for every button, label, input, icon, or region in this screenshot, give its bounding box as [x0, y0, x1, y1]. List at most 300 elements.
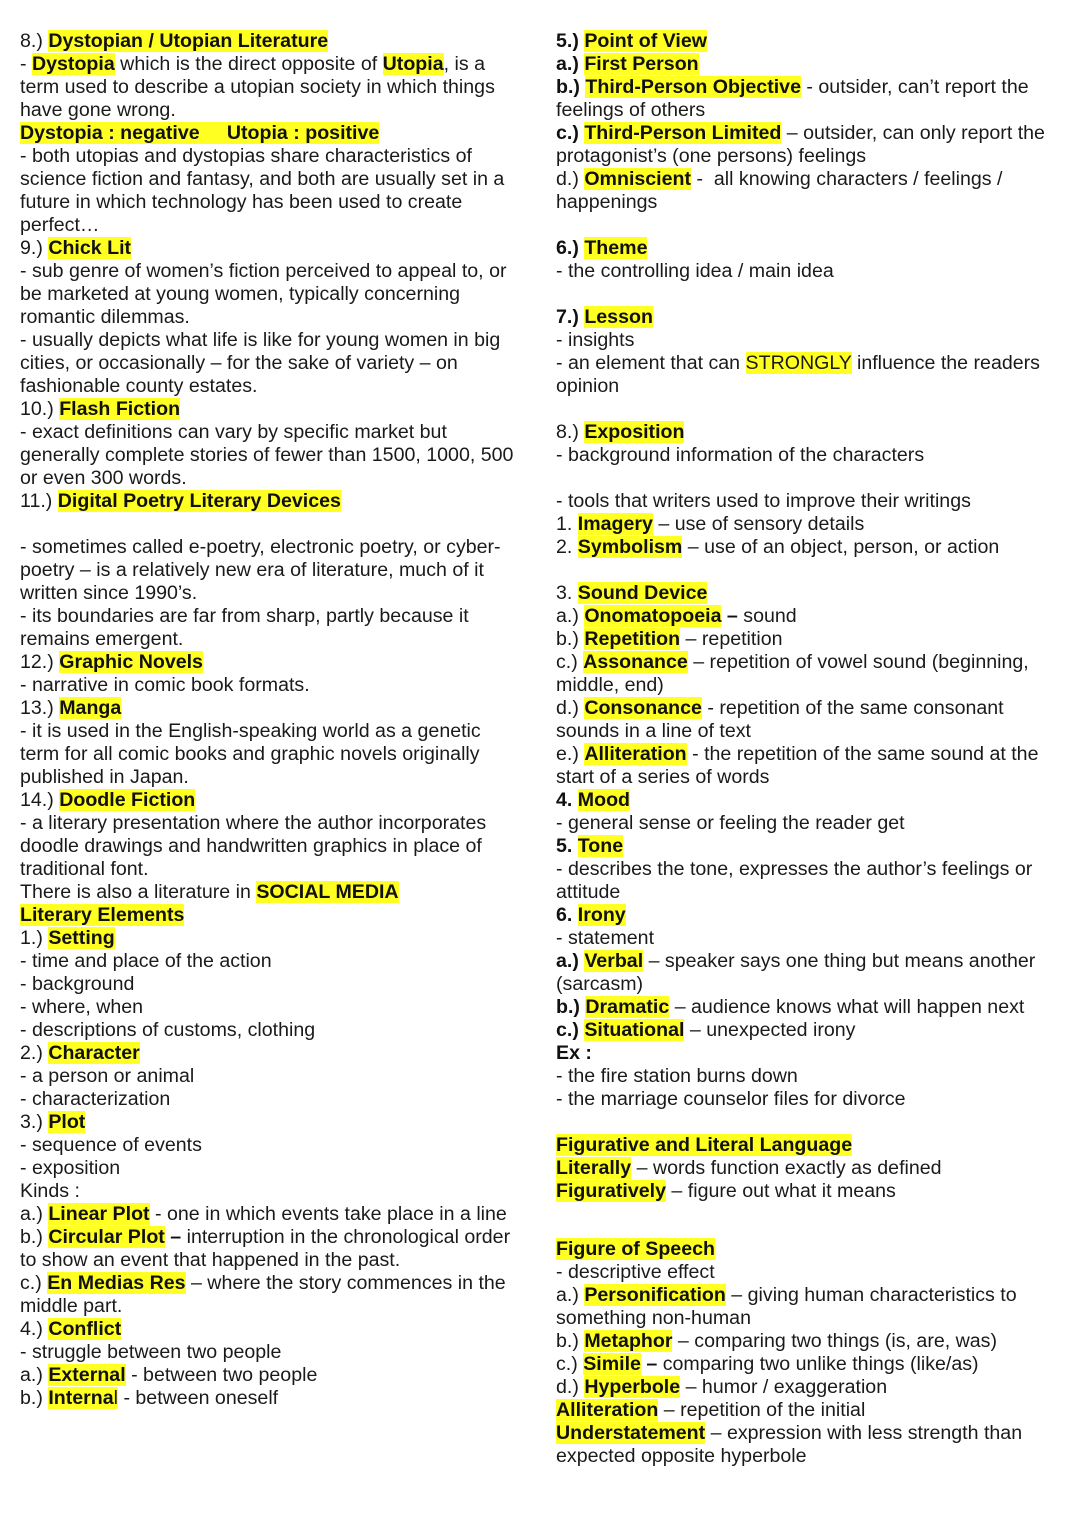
text-span: a.)	[20, 1203, 49, 1225]
text-span: b.)	[556, 996, 586, 1018]
text-span: c.)	[556, 122, 585, 144]
text-line	[20, 1088, 535, 1111]
text-line	[20, 352, 535, 375]
text-span: 6.)	[556, 237, 585, 259]
text-span: sound	[737, 605, 797, 627]
text-span: b.)	[556, 76, 586, 98]
text-span: 2.)	[20, 1042, 49, 1064]
text-line	[20, 1341, 535, 1364]
text-span: 1.	[556, 513, 578, 535]
highlighted-term: Simile	[583, 1353, 641, 1375]
text-line	[20, 375, 535, 398]
text-line	[20, 283, 535, 306]
text-line	[20, 398, 535, 421]
highlighted-term: Manga	[59, 697, 122, 719]
text-line	[20, 720, 535, 743]
text-line	[556, 927, 1066, 950]
text-span: -	[20, 53, 32, 75]
text-span: Kinds :	[20, 1180, 80, 1202]
text-line	[556, 329, 1066, 352]
highlighted-term: Tone	[577, 835, 624, 857]
text-span: c.)	[556, 651, 584, 673]
text-line	[556, 191, 1066, 214]
text-span: cities, or occasionally – for the sake of variety – on	[20, 352, 458, 374]
text-span: c.)	[556, 1353, 584, 1375]
text-line	[556, 1088, 1066, 1111]
text-line	[556, 1042, 1066, 1065]
text-line	[20, 743, 535, 766]
text-span: 3.	[556, 582, 578, 604]
text-line	[556, 1307, 1066, 1330]
text-span: - exact definitions can vary by specific market but	[20, 421, 447, 443]
highlighted-term: Lesson	[584, 306, 653, 328]
text-line	[556, 996, 1066, 1019]
text-span: There is also a literature in	[20, 881, 257, 903]
text-span: term used to describe a utopian society in which things	[20, 76, 495, 98]
text-line	[20, 1157, 535, 1180]
highlighted-term: Theme	[584, 237, 648, 259]
highlighted-term: Omniscient	[584, 168, 692, 190]
text-span: - descriptive effect	[556, 1261, 715, 1283]
right-column	[556, 30, 1066, 1468]
text-span: – outsider, can only report the	[781, 122, 1045, 144]
text-span: attitude	[556, 881, 621, 903]
text-line	[20, 53, 535, 76]
text-line	[556, 306, 1066, 329]
blank-line	[556, 467, 1066, 490]
highlighted-term: Hyperbole	[584, 1376, 681, 1398]
highlighted-term: Flash Fiction	[59, 398, 181, 420]
text-span: - tools that writers used to improve their writings	[556, 490, 971, 512]
text-line	[20, 950, 535, 973]
blank-line	[556, 1226, 1066, 1238]
text-span: - between oneself	[118, 1387, 279, 1409]
highlighted-term: Third-Person Objective	[585, 76, 801, 98]
text-line	[20, 1065, 535, 1088]
text-line	[20, 927, 535, 950]
text-span: written since 1990’s.	[20, 582, 198, 604]
highlighted-term: Dystopian / Utopian Literature	[48, 30, 329, 52]
highlighted-term: Digital Poetry Literary Devices	[57, 490, 341, 512]
text-line	[20, 835, 535, 858]
text-line	[20, 1249, 535, 1272]
text-line	[20, 1318, 535, 1341]
highlighted-term: En Medias Res	[47, 1272, 186, 1294]
text-line	[20, 168, 535, 191]
text-span: - the repetition of the same sound at the	[686, 743, 1039, 765]
text-line	[556, 168, 1066, 191]
text-line	[20, 1203, 535, 1226]
text-span: feelings of others	[556, 99, 706, 121]
text-span: a.)	[556, 1284, 585, 1306]
highlighted-term: Conflict	[48, 1318, 122, 1340]
highlighted-term: Symbolism	[577, 536, 683, 558]
highlighted-term: Mood	[577, 789, 631, 811]
highlighted-term: Character	[48, 1042, 140, 1064]
text-line	[556, 1445, 1066, 1468]
text-line	[556, 628, 1066, 651]
text-span: d.)	[556, 168, 585, 190]
text-line	[20, 329, 535, 352]
highlighted-term: Understatement	[556, 1422, 706, 1444]
text-line	[20, 214, 535, 237]
text-line	[556, 605, 1066, 628]
text-span: – comparing two things (is, are, was)	[672, 1330, 997, 1352]
text-line	[556, 582, 1066, 605]
text-line	[20, 467, 535, 490]
text-span: d.)	[556, 1376, 585, 1398]
text-line	[556, 1019, 1066, 1042]
text-line	[20, 996, 535, 1019]
text-line	[556, 352, 1066, 375]
highlighted-term: Figurative and Literal Language	[556, 1134, 853, 1156]
text-line	[556, 743, 1066, 766]
text-line	[20, 628, 535, 651]
text-span: 9.)	[20, 237, 49, 259]
text-line	[556, 812, 1066, 835]
text-span: term for all comic books and graphic novels originally	[20, 743, 480, 765]
highlighted-term: Alliteration	[584, 743, 687, 765]
blank-line	[20, 513, 535, 536]
highlighted-term: Literally	[556, 1157, 632, 1179]
text-line	[556, 99, 1066, 122]
text-span: - it is used in the English-speaking world as a genetic	[20, 720, 481, 742]
text-line	[556, 1180, 1066, 1203]
text-span: 12.)	[20, 651, 60, 673]
text-span: - narrative in comic book formats.	[20, 674, 310, 696]
text-line	[20, 1111, 535, 1134]
text-span: future in which technology has been used to create	[20, 191, 463, 213]
text-span: opinion	[556, 375, 620, 397]
left-column	[20, 30, 535, 1410]
text-line	[556, 950, 1066, 973]
text-line	[20, 1364, 535, 1387]
text-span: or even 300 words.	[20, 467, 187, 489]
text-line	[556, 444, 1066, 467]
text-span: –	[640, 1353, 658, 1375]
text-span: – figure out what it means	[665, 1180, 896, 1202]
text-span: – expression with less strength than	[705, 1422, 1023, 1444]
text-span: b.)	[20, 1387, 49, 1409]
highlighted-term: Imagery	[577, 513, 653, 535]
text-span: - one in which events take place in a line	[149, 1203, 507, 1225]
text-line	[556, 881, 1066, 904]
text-span: - general sense or feeling the reader get	[556, 812, 905, 834]
text-span: - where, when	[20, 996, 144, 1018]
text-span: generally complete stories of fewer than 1500, 1000, 500	[20, 444, 514, 466]
highlighted-term: Metaphor	[584, 1330, 673, 1352]
text-span: - time and place of the action	[20, 950, 272, 972]
highlighted-term: Point of View	[584, 30, 707, 52]
text-span: something non-human	[556, 1307, 751, 1329]
text-line	[20, 674, 535, 697]
text-line	[20, 1042, 535, 1065]
text-line	[556, 1376, 1066, 1399]
text-span: science fiction and fantasy, and both are usually set in a	[20, 168, 505, 190]
text-line	[556, 858, 1066, 881]
text-line	[556, 651, 1066, 674]
highlighted-term: Utopia	[382, 53, 444, 75]
text-line	[556, 1065, 1066, 1088]
text-span: perfect…	[20, 214, 100, 236]
text-span: - a person or animal	[20, 1065, 195, 1087]
text-line	[20, 145, 535, 168]
text-span: - background	[20, 973, 135, 995]
text-line	[20, 789, 535, 812]
text-line	[556, 536, 1066, 559]
text-span: c.)	[20, 1272, 48, 1294]
text-span: remains emergent.	[20, 628, 184, 650]
text-line	[556, 145, 1066, 168]
highlighted-term: Verbal	[584, 950, 644, 972]
text-line	[556, 674, 1066, 697]
text-line	[556, 122, 1066, 145]
text-span: - descriptions of customs, clothing	[20, 1019, 316, 1041]
text-span: a.)	[556, 950, 585, 972]
text-span: - a literary presentation where the author incorporates	[20, 812, 487, 834]
text-span: 8.)	[556, 421, 585, 443]
text-line	[556, 237, 1066, 260]
highlighted-term: Third-Person Limited	[584, 122, 782, 144]
text-span: 14.)	[20, 789, 60, 811]
highlighted-term: Dystopia	[31, 53, 115, 75]
text-line	[556, 76, 1066, 99]
text-line	[20, 421, 535, 444]
text-line	[556, 789, 1066, 812]
text-span: be marketed at young women, typically concerning	[20, 283, 461, 305]
text-span: 10.)	[20, 398, 60, 420]
text-line	[556, 835, 1066, 858]
highlighted-term: Figure of Speech	[556, 1238, 715, 1260]
text-span: 1.)	[20, 927, 49, 949]
text-span: published in Japan.	[20, 766, 189, 788]
text-span: – use of sensory details	[652, 513, 865, 535]
text-span: influence the readers	[851, 352, 1040, 374]
text-line	[20, 99, 535, 122]
text-span: b.)	[556, 1330, 585, 1352]
text-line	[20, 697, 535, 720]
highlighted-term: Irony	[577, 904, 626, 926]
text-span: expected opposite hyperbole	[556, 1445, 807, 1467]
highlighted-term: Dystopia : negative Utopia : positive	[20, 122, 380, 144]
text-line	[556, 375, 1066, 398]
text-line	[556, 1399, 1066, 1422]
text-line	[20, 812, 535, 835]
text-span: c.)	[556, 1019, 585, 1041]
text-span: - an element that can	[556, 352, 746, 374]
text-span: - between two people	[125, 1364, 318, 1386]
text-line	[20, 1180, 535, 1203]
text-line	[20, 766, 535, 789]
text-span: b.)	[20, 1226, 49, 1248]
text-span: comparing two unlike things (like/as)	[657, 1353, 979, 1375]
blank-line	[556, 1203, 1066, 1226]
text-span: –	[164, 1226, 182, 1248]
text-line	[556, 1330, 1066, 1353]
text-line	[20, 76, 535, 99]
highlighted-term: First Person	[584, 53, 699, 75]
text-span: protagonist’s (one persons) feelings	[556, 145, 867, 167]
highlighted-term: Circular Plot	[48, 1226, 165, 1248]
text-span: happenings	[556, 191, 658, 213]
blank-line	[556, 1111, 1066, 1134]
text-line	[556, 1353, 1066, 1376]
text-span: – repetition of the initial	[658, 1399, 866, 1421]
text-line	[556, 1238, 1066, 1261]
text-line	[556, 1134, 1066, 1157]
text-span: , is a	[443, 53, 485, 75]
text-span: interruption in the chronological order	[181, 1226, 511, 1248]
text-line	[20, 30, 535, 53]
text-span: poetry – is a relatively new era of literature, much of it	[20, 559, 484, 581]
highlighted-term: STRONGLY	[745, 352, 852, 374]
text-line	[20, 582, 535, 605]
text-span: - its boundaries are far from sharp, partly because it	[20, 605, 469, 627]
text-span: - all knowing characters / feelings /	[691, 168, 1003, 190]
text-line	[20, 122, 535, 145]
text-span: - both utopias and dystopias share characteristics of	[20, 145, 472, 167]
text-span: –	[721, 605, 738, 627]
text-line	[556, 697, 1066, 720]
text-line	[20, 559, 535, 582]
text-span: 11.)	[20, 490, 58, 512]
text-line	[556, 260, 1066, 283]
text-line	[556, 1422, 1066, 1445]
highlighted-term: Onomatopoeia	[584, 605, 722, 627]
text-span: – speaker says one thing but means another	[643, 950, 1036, 972]
blank-line	[556, 283, 1066, 306]
text-span: to show an event that happened in the past.	[20, 1249, 401, 1271]
text-line	[20, 1226, 535, 1249]
text-line	[556, 904, 1066, 927]
text-span: d.)	[556, 697, 585, 719]
text-line	[20, 973, 535, 996]
text-span: 8.)	[20, 30, 49, 52]
text-span: - struggle between two people	[20, 1341, 282, 1363]
text-line	[556, 1284, 1066, 1307]
highlighted-term: Alliteration	[556, 1399, 659, 1421]
text-span: middle part.	[20, 1295, 123, 1317]
text-line	[556, 30, 1066, 53]
text-span: a.)	[556, 605, 585, 627]
text-span: – repetition	[680, 628, 783, 650]
text-line	[20, 237, 535, 260]
text-span: - describes the tone, expresses the author’s feelings or	[556, 858, 1033, 880]
text-span: - the marriage counselor files for divorce	[556, 1088, 906, 1110]
text-span: 5.)	[556, 30, 585, 52]
text-line	[20, 881, 535, 904]
text-span: - exposition	[20, 1157, 121, 1179]
text-span: – giving human characteristics to	[725, 1284, 1017, 1306]
text-line	[556, 421, 1066, 444]
highlighted-term: l	[113, 1387, 118, 1409]
text-span: - repetition of the same consonant	[701, 697, 1004, 719]
text-line	[556, 766, 1066, 789]
text-line	[556, 973, 1066, 996]
highlighted-term: Setting	[48, 927, 115, 949]
highlighted-term: Assonance	[583, 651, 688, 673]
highlighted-term: Sound Device	[577, 582, 708, 604]
text-span: start of a series of words	[556, 766, 770, 788]
text-span: b.)	[556, 628, 585, 650]
text-span: - insights	[556, 329, 635, 351]
text-span: doodle drawings and handwritten graphics in place of	[20, 835, 482, 857]
highlighted-term: Chick Lit	[48, 237, 132, 259]
highlighted-term: Consonance	[584, 697, 702, 719]
text-span: – audience knows what will happen next	[669, 996, 1025, 1018]
highlighted-term: Dramatic	[585, 996, 670, 1018]
highlighted-term: Linear Plot	[48, 1203, 150, 1225]
blank-line	[556, 214, 1066, 237]
highlighted-term: Personification	[584, 1284, 726, 1306]
text-span: - background information of the characters	[556, 444, 925, 466]
text-line	[20, 260, 535, 283]
text-line	[556, 720, 1066, 743]
text-span: sounds in a line of text	[556, 720, 751, 742]
text-line	[20, 490, 535, 513]
text-span: 2.	[556, 536, 578, 558]
text-line	[20, 536, 535, 559]
highlighted-term: Interna	[48, 1387, 114, 1409]
blank-line	[556, 559, 1066, 582]
text-line	[20, 1387, 535, 1410]
text-span: - outsider, can’t report the	[800, 76, 1029, 98]
text-span: - statement	[556, 927, 655, 949]
text-line	[20, 605, 535, 628]
text-line	[556, 490, 1066, 513]
text-span: have gone wrong.	[20, 99, 176, 121]
text-line	[20, 306, 535, 329]
text-span: fashionable county estates.	[20, 375, 258, 397]
text-span: 4.	[556, 789, 578, 811]
text-span: – where the story commences in the	[185, 1272, 506, 1294]
text-line	[20, 904, 535, 927]
text-span: - the controlling idea / main idea	[556, 260, 834, 282]
text-span: - sometimes called e-poetry, electronic poetry, or cyber-	[20, 536, 501, 558]
text-span: – repetition of vowel sound (beginning,	[687, 651, 1029, 673]
text-span: 5.	[556, 835, 578, 857]
highlighted-term: Plot	[48, 1111, 86, 1133]
text-line	[556, 53, 1066, 76]
text-line	[556, 1157, 1066, 1180]
text-span: - characterization	[20, 1088, 171, 1110]
blank-line	[556, 398, 1066, 421]
text-line	[20, 858, 535, 881]
text-line	[20, 1295, 535, 1318]
text-span: middle, end)	[556, 674, 664, 696]
highlighted-term: Repetition	[584, 628, 681, 650]
text-span: which is the direct opposite of	[114, 53, 383, 75]
text-span: - sub genre of women’s fiction perceived to appeal to, or	[20, 260, 507, 282]
text-span: – words function exactly as defined	[631, 1157, 942, 1179]
text-span: a.)	[20, 1364, 49, 1386]
highlighted-term: Exposition	[584, 421, 685, 443]
text-span: - sequence of events	[20, 1134, 202, 1156]
text-line	[556, 513, 1066, 536]
highlighted-term: Figuratively	[556, 1180, 666, 1202]
text-span: – unexpected irony	[684, 1019, 856, 1041]
text-line	[556, 1261, 1066, 1284]
highlighted-term: Doodle Fiction	[59, 789, 196, 811]
text-span: Ex :	[556, 1042, 592, 1064]
highlighted-term: SOCIAL MEDIA	[256, 881, 399, 903]
text-line	[20, 1272, 535, 1295]
text-span: 13.)	[20, 697, 60, 719]
highlighted-term: Graphic Novels	[59, 651, 203, 673]
text-span: (sarcasm)	[556, 973, 644, 995]
text-span: 7.)	[556, 306, 585, 328]
text-span: a.)	[556, 53, 585, 75]
